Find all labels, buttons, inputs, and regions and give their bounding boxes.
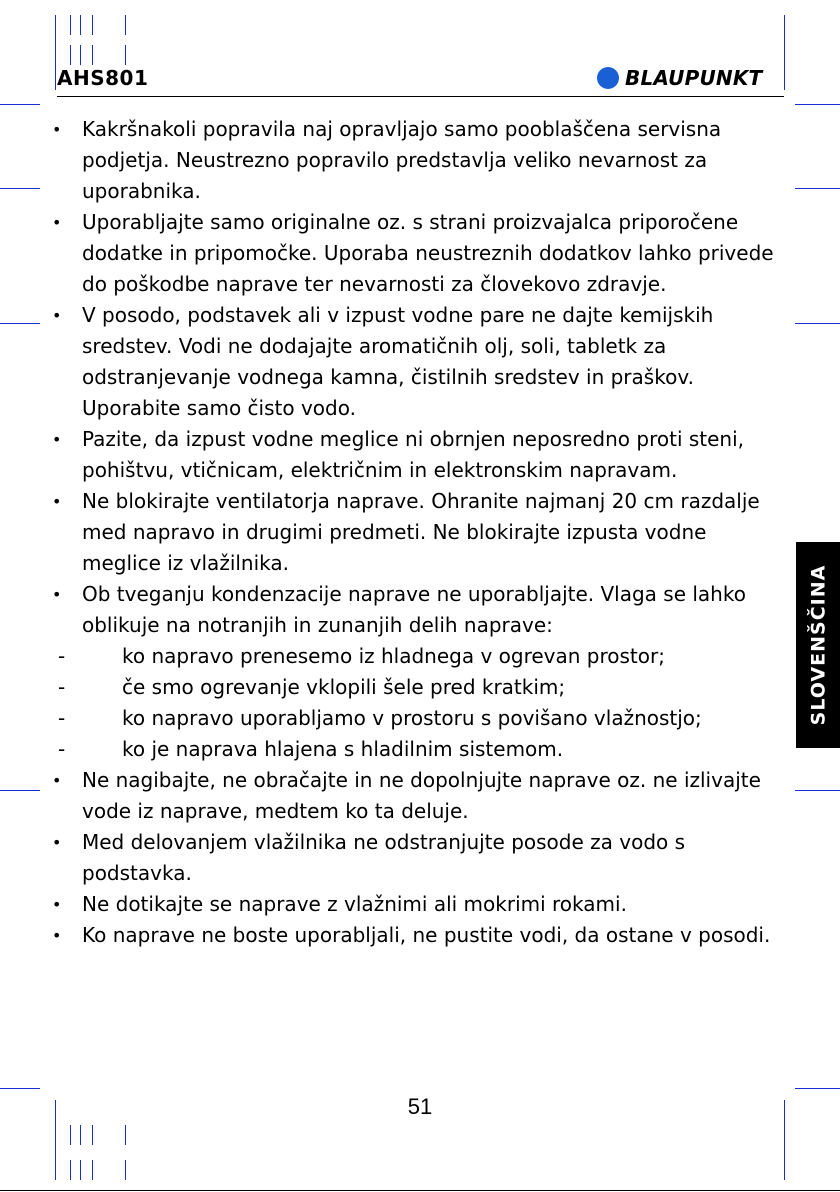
crop-mark <box>55 15 56 90</box>
crop-mark <box>92 1160 93 1180</box>
crop-mark <box>0 1088 40 1089</box>
crop-mark <box>80 15 81 35</box>
brand-logo <box>597 66 762 90</box>
crop-mark <box>125 45 126 65</box>
crop-mark <box>92 15 93 35</box>
crop-mark <box>125 1160 126 1180</box>
crop-mark <box>70 45 71 65</box>
list-item: • Kakršnakoli popravila naj opravljajo samo pooblaščena servisna podjetja. Neustrezno popravilo predstavlja veliko nevarnost za uporabnika. <box>82 114 784 207</box>
page-number: 51 <box>407 1094 433 1119</box>
crop-mark <box>0 790 40 791</box>
bullet-icon: • <box>52 120 62 139</box>
crop-mark <box>70 1160 71 1180</box>
language-tab <box>796 542 840 748</box>
bullet-icon: • <box>52 213 62 232</box>
bullet-icon: • <box>52 492 62 511</box>
crop-mark <box>70 15 71 35</box>
list-item: • V posodo, podstavek ali v izpust vodne pare ne dajte kemijskih sredstev. Vodi ne dodajajte aromatičnih olj, soli, tabletk za odstranjevanje vodnega kamna, čistilnih sredstev in praškov. Uporabite samo čisto vodo. <box>82 300 784 424</box>
crop-mark <box>795 790 840 791</box>
bullet-icon: • <box>52 306 62 325</box>
crop-mark <box>92 1125 93 1145</box>
bullet-icon: • <box>52 926 62 945</box>
sub-list-item: - če smo ogrevanje vklopili šele pred kratkim; <box>58 675 566 699</box>
list-item: • Med delovanjem vlažilnika ne odstranjujte posode za vodo s podstavka. <box>82 827 784 889</box>
crop-mark <box>795 188 840 189</box>
bottom-rule <box>0 1190 840 1191</box>
bullet-icon: • <box>52 430 62 449</box>
crop-mark <box>92 45 93 65</box>
sub-list-item: - ko napravo uporabljamo v prostoru s povišano vlažnostjo; <box>58 706 702 730</box>
bullet-icon: • <box>52 771 62 790</box>
bullet-icon: • <box>52 833 62 852</box>
safety-instructions <box>52 114 784 951</box>
list-item: • Ko naprave ne boste uporabljali, ne pustite vodi, da ostane v posodi. <box>82 920 784 951</box>
crop-mark <box>0 104 40 105</box>
crop-mark <box>80 1160 81 1180</box>
crop-mark <box>70 1125 71 1145</box>
crop-mark <box>795 1088 840 1089</box>
bullet-icon: • <box>52 585 62 604</box>
crop-mark <box>80 1125 81 1145</box>
brand-name: BLAUPUNKT <box>625 66 763 90</box>
crop-mark <box>125 1125 126 1145</box>
crop-mark <box>0 188 40 189</box>
list-item: • Uporabljajte samo originalne oz. s strani proizvajalca priporočene dodatke in pripomočke. Uporaba neustreznih dodatkov lahko privede do poškodbe naprave ter nevarnosti za človekovo zdravje. <box>82 207 784 300</box>
crop-mark <box>125 15 126 35</box>
bullet-icon: • <box>52 895 62 914</box>
sub-list-item: - ko je naprava hlajena s hladilnim sistemom. <box>58 737 564 761</box>
crop-mark <box>795 323 840 324</box>
blue-dot-icon <box>597 67 619 89</box>
crop-mark <box>795 104 840 105</box>
crop-mark <box>0 323 40 324</box>
list-item: • Ne blokirajte ventilatorja naprave. Ohranite najmanj 20 cm razdalje med napravo in drugimi predmeti. Ne blokirajte izpusta vodne meglice iz vlažilnika. <box>82 486 784 579</box>
sub-list-item: - ko napravo prenesemo iz hladnega v ogrevan prostor; <box>58 644 665 668</box>
list-item: • Ne nagibajte, ne obračajte in ne dopolnjujte naprave oz. ne izlivajte vode iz naprave, medtem ko ta deluje. <box>82 765 784 827</box>
header-divider <box>57 96 784 97</box>
model-number: AHS801 <box>57 66 149 90</box>
language-tab-label: SLOVENŠČINA <box>807 564 829 726</box>
list-item: • Pazite, da izpust vodne meglice ni obrnjen neposredno proti steni, pohištvu, vtičnicam, električnim in elektronskim napravam. <box>82 424 784 486</box>
crop-mark <box>80 45 81 65</box>
list-item: • Ob tveganju kondenzacije naprave ne uporabljajte. Vlaga se lahko oblikuje na notranjih in zunanjih delih naprave: <box>82 579 784 641</box>
list-item: • Ne dotikajte se naprave z vlažnimi ali mokrimi rokami. <box>82 889 784 920</box>
crop-mark <box>784 15 785 90</box>
